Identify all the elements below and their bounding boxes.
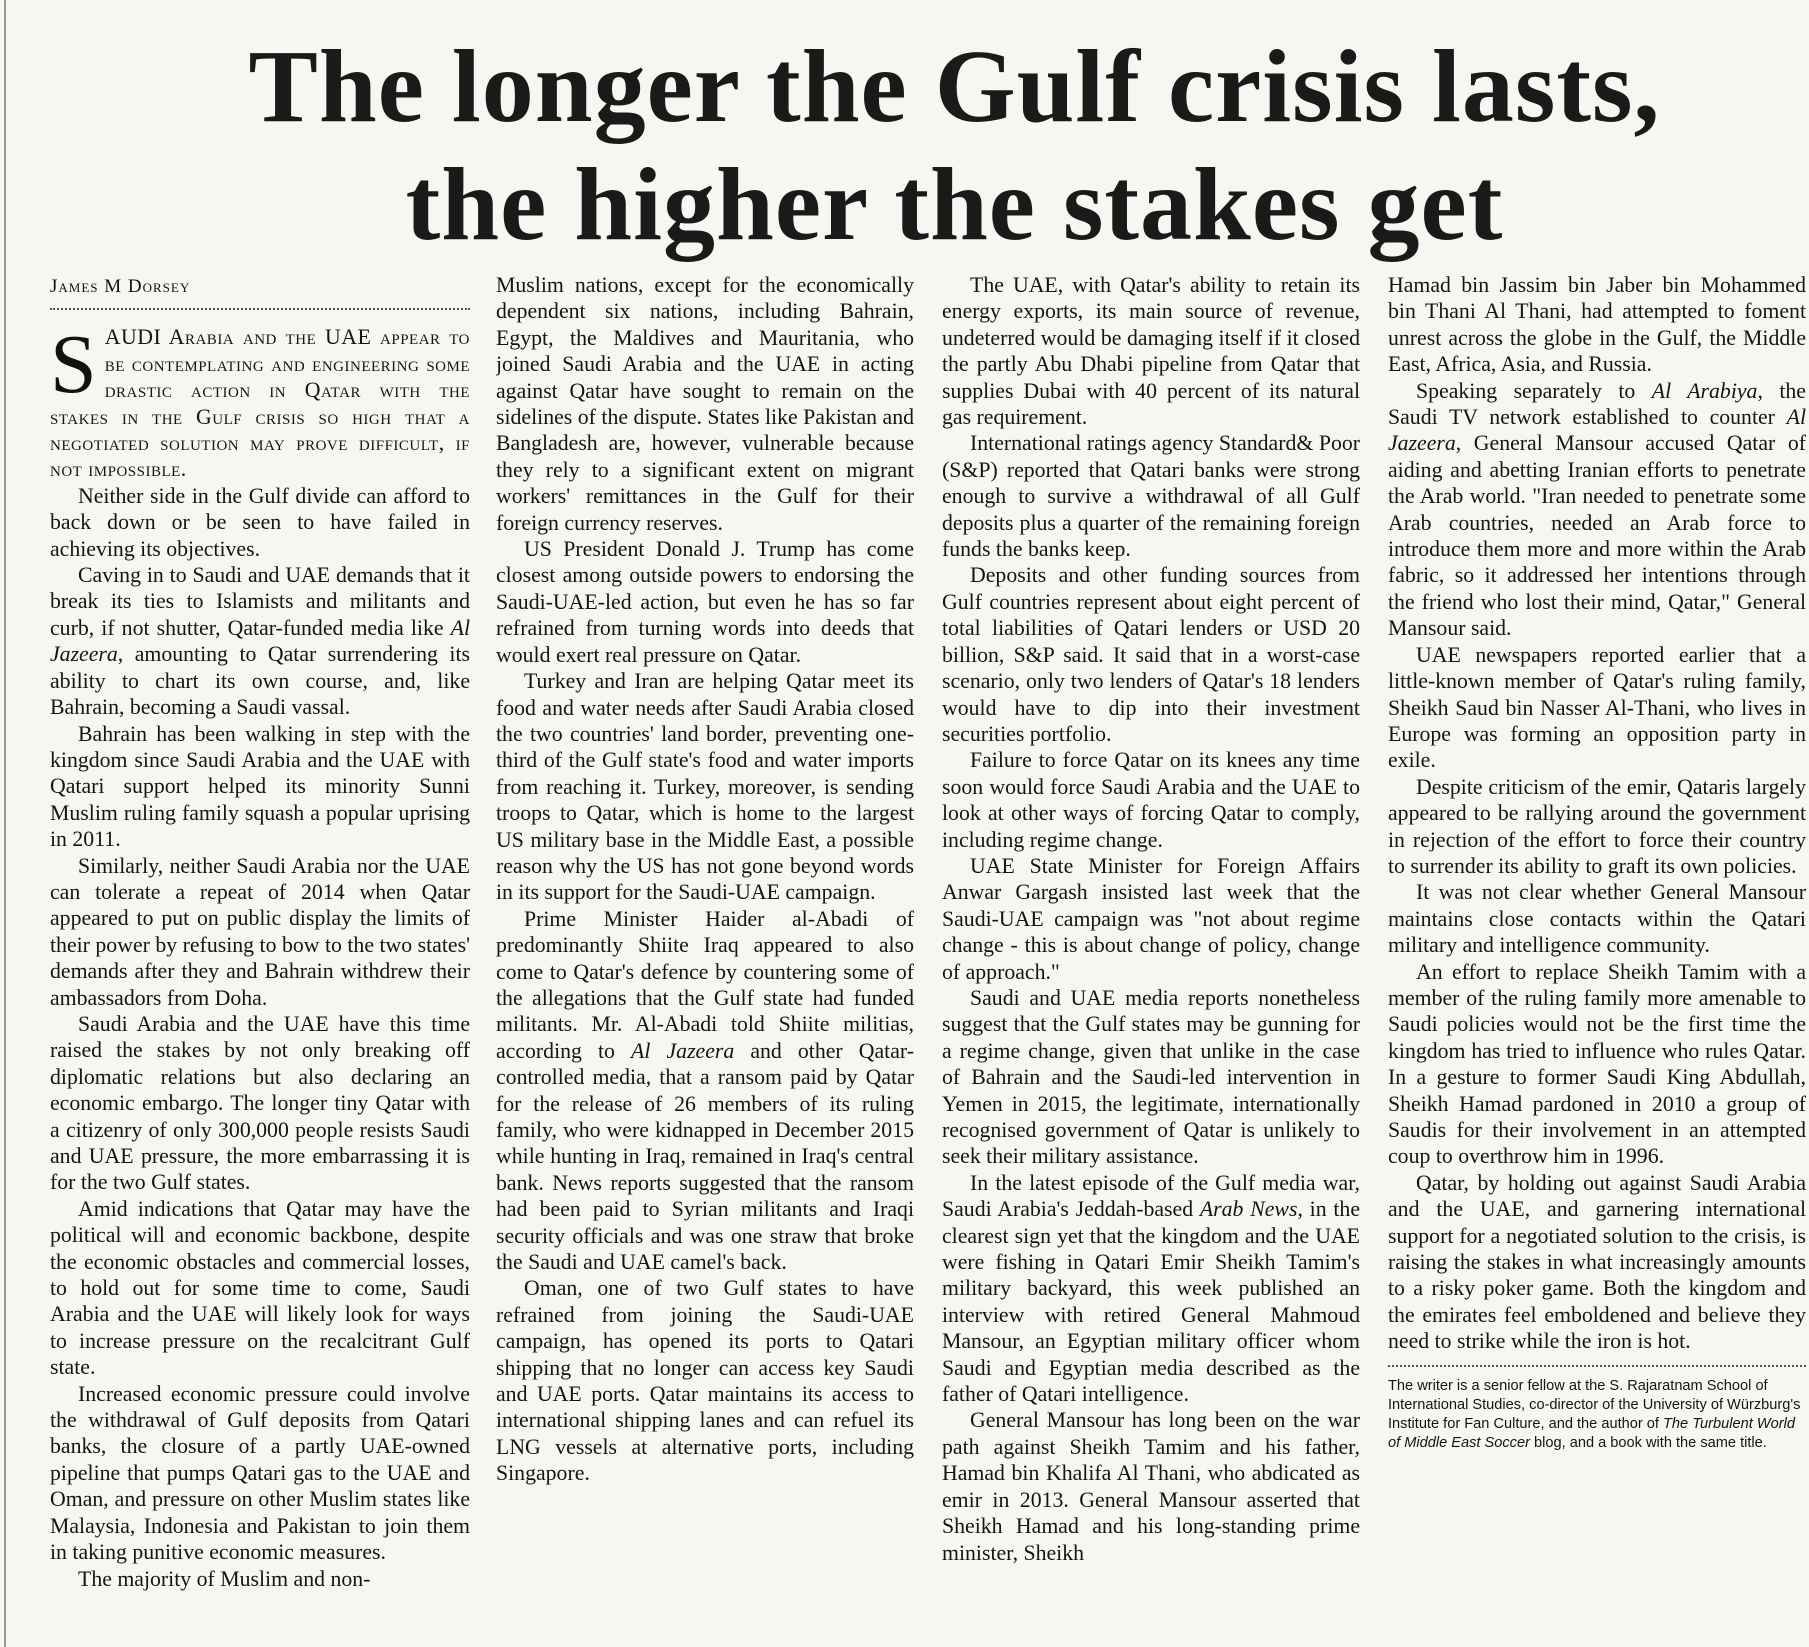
lead-text: AUDI Arabia and the UAE appear to be contemplating and engineering some drastic action in Qatar with the stakes in the Gulf crisis so high that a negotiated solution may prove difficult, if not impossible. [50,325,470,482]
paragraph: It was not clear whether General Mansour maintains close contacts within the Qatari military and intelligence community. [1388,880,1806,958]
publication-name: Al Arabiya [1651,378,1758,403]
paragraph: In the latest episode of the Gulf media war, Saudi Arabia's Jeddah-based Arab News, in the clearest sign yet that the kingdom and the UAE were fishing in Qatari Emir Sheikh Tamim's military backyard, this week published an interview with retired General Mahmoud Mansour, an Egyptian military officer whom Saudi and Egyptian media described as the father of Qatari intelligence. [942,1170,1360,1407]
headline-line-1: The longer the Gulf crisis lasts, [248,29,1661,144]
article-column-4 [1388,272,1806,1642]
paragraph: International ratings agency Standard& Poor (S&P) reported that Qatari banks were strong enough to survive a withdrawal of all Gulf deposits plus a quarter of the remaining foreign funds the banks keep. [942,431,1360,562]
author-note: The writer is a senior fellow at the S. Rajaratnam School of International Studies, co-director of the University of Würzburg's Institute for Fan Culture, and the author of The Turbulent World of Middle East Soccer blog, and a book with the same title. [1388,1365,1806,1453]
drop-cap: S [50,318,97,412]
paragraph: Saudi and UAE media reports nonetheless suggest that the Gulf states may be gunning for a regime change, given that unlike in the case of Bahrain and the Saudi-led intervention in Yemen in 2015, the legitimate, internationally recognised government of Qatar is unlikely to seek their military assistance. [942,985,1360,1169]
paragraph: Despite criticism of the emir, Qataris largely appeared to be rallying around the government in rejection of the effort to force their country to surrender its ability to graft its own policies. [1388,774,1806,878]
paragraph: The majority of Muslim and non- [78,1566,371,1591]
byline: James M Dorsey [50,276,191,297]
article-column-2 [496,272,914,1642]
paragraph: Muslim nations, except for the economically dependent six nations, including Bahrain, Egypt, the Maldives and Mauritania, who joined Saudi Arabia and the UAE in acting against Qatar have sought to remain on the sidelines of the dispute. States like Pakistan and Bangladesh are, however, vulnerable because they rely to a significant extent on migrant workers' remittances in the Gulf for their foreign currency reserves. [496,273,914,535]
paragraph: General Mansour has long been on the war path against Sheikh Tamim and his father, Hamad bin Khalifa Al Thani, who abdicated as emir in 2013. General Mansour asserted that Sheikh Hamad and his long-standing prime minister, Sheikh [942,1408,1360,1565]
paragraph: Deposits and other funding sources from Gulf countries represent about eight percent of total liabilities of Qatari lenders or USD 20 billion, S&P said. It said that in a worst-case scenario, only two lenders of Qatar's 18 lenders would have to dip into their investment securities portfolio. [942,563,1360,746]
paragraph: UAE State Minister for Foreign Affairs Anwar Gargash insisted last week that the Saudi-UAE campaign was "not about regime change - this is about change of policy, change of approach." [942,853,1360,984]
paragraph: Speaking separately to Al Arabiya, the Saudi TV network established to counter Al Jazeera, General Mansour accused Qatar of aiding and abetting Iranian efforts to penetrate the Arab world. "Iran needed to penetrate some Arab countries, needed an Arab force to introduce them more and more within the Arab fabric, so it addressed her intentions through the friend who lost their mind, Qatar," General Mansour said. [1388,378,1806,641]
paragraph: The UAE, with Qatar's ability to retain its energy exports, its main source of revenue, undeterred would be damaging itself if it closed the partly Abu Dhabi pipeline from Qatar that supplies Dubai with 40 percent of its natural gas requirement. [942,273,1360,430]
publication-name: Al Jazeera [1388,405,1806,456]
paragraph: Failure to force Qatar on its knees any time soon would force Saudi Arabia and the UAE to look at other ways of forcing Qatar to comply, including regime change. [942,748,1360,852]
paragraph: Saudi Arabia and the UAE have this time raised the stakes by not only breaking off diplomatic relations but also declaring an economic embargo. The longer tiny Qatar with a citizenry of only 300,000 people resists Saudi and UAE pressure, the more embarrassing it is for the two Gulf states. [50,1011,470,1195]
article-column-3 [942,272,1360,1642]
paragraph: Similarly, neither Saudi Arabia nor the UAE can tolerate a repeat of 2014 when Qatar appeared to put on public display the limits of their power by refusing to bow to the two states' demands after they and Bahrain withdrew their ambassadors from Doha. [50,853,470,1010]
headline [60,28,1809,264]
paragraph: An effort to replace Sheikh Tamim with a member of the ruling family more amenable to Saudi policies would not be the first time the kingdom has tried to influence who rules Qatar. In a gesture to former Saudi King Abdullah, Sheikh Hamad pardoned in 2010 a group of Saudis for their involvement in an attempted coup to overthrow him in 1996. [1388,959,1806,1169]
publication-name: Arab News [1199,1197,1298,1222]
paragraph: Qatar, by holding out against Saudi Arabia and the UAE, and garnering international support for a negotiated solution to the crisis, is raising the stakes in what increasingly amounts to a risky poker game. Both the kingdom and the emirates feel emboldened and believe they need to strike while the iron is hot. [1388,1170,1806,1354]
paragraph: US President Donald J. Trump has come closest among outside powers to endorsing the Saudi-UAE-led action, but even he has so far refrained from turning words into deeds that would exert real pressure on Qatar. [496,537,914,667]
page-edge-rule [4,0,6,1647]
paragraph: Increased economic pressure could involve the withdrawal of Gulf deposits from Qatari banks, the closure of a partly UAE-owned pipeline that pumps Qatari gas to the UAE and Oman, and pressure on other Muslim states like Malaysia, Indonesia and Pakistan to join them in taking punitive economic measures. [50,1381,470,1565]
paragraph: Prime Minister Haider al-Abadi of predominantly Shiite Iraq appeared to also come to Qatar's defence by countering some of the allegations that the Gulf state had funded militants. Mr. Al-Abadi told Shiite militias, according to Al Jazeera and other Qatar-controlled media, that a ransom paid by Qatar for the release of 26 members of its ruling family, who were kidnapped in December 2015 while hunting in Iraq, remained in Iraq's central bank. News reports suggested that the ransom had been paid to Syrian militants and Iraqi security officials and was one straw that broke the Saudi and UAE camel's back. [496,906,914,1275]
paragraph: UAE newspapers reported earlier that a little-known member of Qatar's ruling family, Sheikh Saud bin Nasser Al-Thani, who lives in Europe was forming an opposition party in exile. [1388,642,1806,773]
byline-divider [50,308,470,310]
paragraph: Hamad bin Jassim bin Jaber bin Mohammed bin Thani Al Thani, had attempted to foment unrest across the globe in the Gulf, the Middle East, Africa, Asia, and Russia. [1388,273,1806,377]
paragraph: Amid indications that Qatar may have the political will and economic backbone, despite the economic obstacles and commercial losses, to hold out for some time to come, Saudi Arabia and the UAE will likely look for ways to increase pressure on the recalcitrant Gulf state. [50,1196,470,1380]
publication-name: Al Jazeera [50,615,470,667]
blog-title: The Turbulent World of Middle East Soccer [1388,1415,1795,1451]
paragraph: Turkey and Iran are helping Qatar meet its food and water needs after Saudi Arabia closed the two countries' land border, preventing one-third of the Gulf state's food and water imports from reaching it. Turkey, moreover, is sending troops to Qatar, which is home to the largest US military base in the Middle East, a possible reason why the US has not gone beyond words in its support for the Saudi-UAE campaign. [496,669,914,905]
paragraph: Bahrain has been walking in step with the kingdom since Saudi Arabia and the UAE with Qatari support helped its minority Sunni Muslim ruling family squash a popular uprising in 2011. [50,721,470,852]
paragraph: Caving in to Saudi and UAE demands that it break its ties to Islamists and militants and curb, if not shutter, Qatar-funded media like Al Jazeera, amounting to Qatar surrendering its ability to chart its own course, and, like Bahrain, becoming a Saudi vassal. [50,563,470,720]
paragraph: Neither side in the Gulf divide can afford to back down or be seen to have failed in achieving its objectives. [50,483,470,561]
publication-name: Al Jazeera [631,1038,735,1063]
headline-line-2: the higher the stakes get [405,147,1504,262]
lead-paragraph [50,318,470,482]
paragraph: Oman, one of two Gulf states to have refrained from joining the Saudi-UAE campaign, has opened its ports to Qatari shipping that no longer can access key Saudi and UAE ports. Qatar maintains its access to international shipping lanes and can refuel its LNG vessels at alternative ports, including Singapore. [496,1276,914,1486]
article-column-1 [50,272,470,1642]
